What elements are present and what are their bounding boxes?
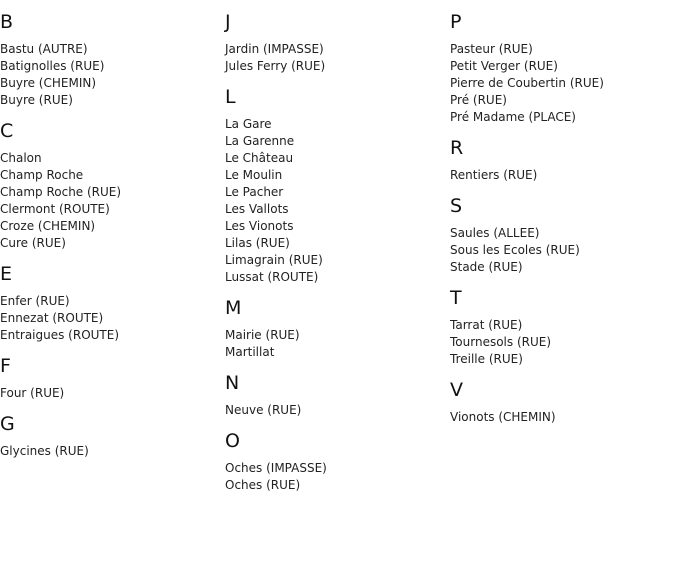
letter-group [225,297,450,361]
street-link[interactable]: Treille (RUE) [450,352,523,366]
letter-group [0,120,225,252]
street-link[interactable]: Enfer (RUE) [0,294,70,308]
letter-heading: L [225,86,236,108]
street-link[interactable]: Oches (IMPASSE) [225,461,327,475]
street-link[interactable]: Saules (ALLEE) [450,226,540,240]
street-link[interactable]: Jules Ferry (RUE) [225,59,326,73]
letter-heading: R [450,137,464,159]
street-link[interactable]: Chalon [0,151,42,165]
street-list [225,41,450,75]
street-link[interactable]: Batignolles (RUE) [0,59,105,73]
letter-group [225,11,450,75]
letter-group [0,263,225,344]
street-list [0,443,225,460]
street-list [450,317,675,368]
letter-group [225,372,450,419]
street-link[interactable]: Stade (RUE) [450,260,523,274]
street-link[interactable]: Rentiers (RUE) [450,168,538,182]
letter-heading: G [0,413,15,435]
street-link[interactable]: Les Vallots [225,202,289,216]
street-link[interactable]: Pierre de Coubertin (RUE) [450,76,604,90]
letter-group [225,430,450,494]
letter-group [450,137,675,184]
street-list [450,41,675,126]
letter-group [450,195,675,276]
letter-heading: E [0,263,13,285]
letter-heading: J [225,11,231,33]
street-link[interactable]: Le Moulin [225,168,283,182]
letter-group [0,11,225,109]
street-list [225,116,450,286]
street-link[interactable]: Sous les Ecoles (RUE) [450,243,580,257]
street-link[interactable]: Mairie (RUE) [225,328,300,342]
street-link[interactable]: Champ Roche [0,168,84,182]
street-link[interactable]: Pasteur (RUE) [450,42,533,56]
street-link[interactable]: Clermont (ROUTE) [0,202,110,216]
street-link[interactable]: Buyre (RUE) [0,93,73,107]
street-link[interactable]: Martillat [225,345,275,359]
street-link[interactable]: Pré (RUE) [450,93,507,107]
street-list [0,41,225,109]
street-link[interactable]: Limagrain (RUE) [225,253,323,267]
street-link[interactable]: Bastu (AUTRE) [0,42,88,56]
letter-group [225,86,450,286]
street-link[interactable]: Entraigues (ROUTE) [0,328,120,342]
street-link[interactable]: Tarrat (RUE) [450,318,523,332]
street-link[interactable]: Le Pacher [225,185,284,199]
letter-heading: T [450,287,462,309]
street-column-3 [450,0,675,426]
street-list [450,225,675,276]
street-link[interactable]: Pré Madame (PLACE) [450,110,576,124]
letter-heading: V [450,379,463,401]
street-link[interactable]: Tournesols (RUE) [450,335,552,349]
street-link[interactable]: Ennezat (ROUTE) [0,311,104,325]
street-list [450,167,675,184]
letter-heading: C [0,120,14,142]
street-list [0,150,225,252]
street-link[interactable]: Petit Verger (RUE) [450,59,558,73]
letter-heading: F [0,355,11,377]
letter-group [450,287,675,368]
letter-group [450,11,675,126]
letter-heading: M [225,297,242,319]
street-link[interactable]: Four (RUE) [0,386,65,400]
letter-group [0,413,225,460]
street-link[interactable]: Cure (RUE) [0,236,66,250]
street-link[interactable]: Oches (RUE) [225,478,301,492]
street-list [450,409,675,426]
street-list [0,385,225,402]
street-column-1 [0,0,225,460]
street-link[interactable]: Jardin (IMPASSE) [225,42,324,56]
street-link[interactable]: Glycines (RUE) [0,444,89,458]
street-link[interactable]: Buyre (CHEMIN) [0,76,97,90]
street-column-2 [225,0,450,494]
letter-heading: P [450,11,462,33]
street-list [0,293,225,344]
street-link[interactable]: Lussat (ROUTE) [225,270,319,284]
street-link[interactable]: Le Château [225,151,294,165]
street-link[interactable]: Lilas (RUE) [225,236,290,250]
letter-heading: B [0,11,14,33]
letter-heading: N [225,372,240,394]
street-link[interactable]: Neuve (RUE) [225,403,302,417]
letter-heading: S [450,195,463,217]
street-link[interactable]: Vionots (CHEMIN) [450,410,556,424]
street-link[interactable]: Champ Roche (RUE) [0,185,122,199]
letter-group [0,355,225,402]
street-link[interactable]: Croze (CHEMIN) [0,219,96,233]
street-list [225,402,450,419]
street-link[interactable]: Les Vionots [225,219,294,233]
street-list [225,327,450,361]
street-link[interactable]: La Garenne [225,134,295,148]
street-link[interactable]: La Gare [225,117,272,131]
letter-group [450,379,675,426]
street-list [225,460,450,494]
letter-heading: O [225,430,240,452]
